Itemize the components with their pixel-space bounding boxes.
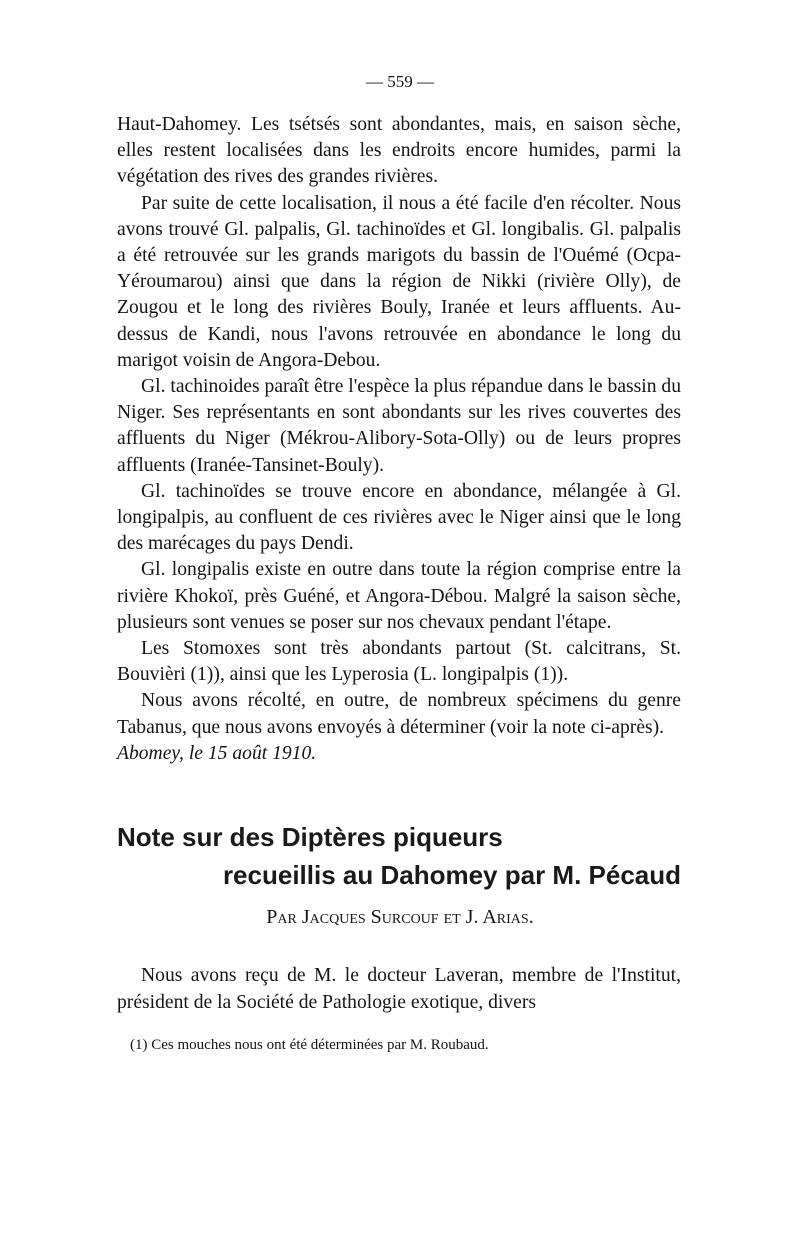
paragraph: Haut-Dahomey. Les tsétsés sont abondantes, mais, en saison sèche, elles restent localisées dans les endroits encore humides, parmi la végétation des rives des grandes rivières. — [117, 114, 681, 188]
paragraph: Gl. tachinoïdes se trouve encore en abondance, mélangée à Gl. longipalpis, au confluent de ces rivières avec le Niger ainsi que le long des marécages du pays Dendi. — [117, 480, 681, 555]
footnote: (1) Ces mouches nous ont été déterminées par M. Roubaud. — [130, 1037, 489, 1053]
article-body — [117, 112, 681, 767]
date-line: Abomey, le 15 août 1910. — [117, 742, 317, 764]
paragraph: Les Stomoxes sont très abondants partout (St. calcitrans, St. Bouvièri (1)), ainsi que les Lyperosia (L. longipalpis (1)). — [117, 638, 681, 686]
paragraph: Gl. tachinoides paraît être l'espèce la plus répandue dans le bassin du Niger. Ses représentants en sont abondants sur les rives couvertes des affluents du Niger (Mékrou-Alibory-Sota-Olly) ou de leurs propres affluents (Iranée-Tansinet-Bouly). — [117, 376, 681, 476]
intro-paragraph: Nous avons reçu de M. le docteur Laveran, membre de l'Institut, président de la Société de Pathologie exotique, divers — [117, 965, 681, 1013]
paragraph: Gl. longipalis existe en outre dans toute la région comprise entre la rivière Khokoï, près Guéné, et Angora-Débou. Malgré la saison sèche, plusieurs sont venues se poser sur nos chevaux pendant l'étape. — [117, 559, 681, 633]
paragraph: Nous avons récolté, en outre, de nombreux spécimens du genre Tabanus, que nous avons envoyés à déterminer (voir la note ci-après). — [117, 690, 681, 738]
note-title-line-2: recueillis au Dahomey par M. Pécaud — [222, 860, 681, 890]
note-title-line-1: Note sur des Diptères piqueurs — [117, 822, 503, 852]
note-title — [117, 818, 681, 894]
authors-line: Par Jacques Surcouf et J. Arias. — [266, 906, 534, 928]
paragraph: Par suite de cette localisation, il nous a été facile d'en récolter. Nous avons trouvé Gl. palpalis, Gl. tachinoïdes et Gl. longibalis. Gl. palpalis a été retrouvée sur les grands marigots du bassin de l'Ouémé (Ocpa-Yéroumarou) ainsi que dans la région de Nikki (rivière Olly), de Zougou et le long des rivières Bouly, Iranée et leurs affluents. Au-dessus de Kandi, nous l'avons retrouvée en abondance le long du marigot voisin de Angora-Debou. — [117, 192, 681, 371]
page-number: — 559 — — [366, 72, 434, 91]
